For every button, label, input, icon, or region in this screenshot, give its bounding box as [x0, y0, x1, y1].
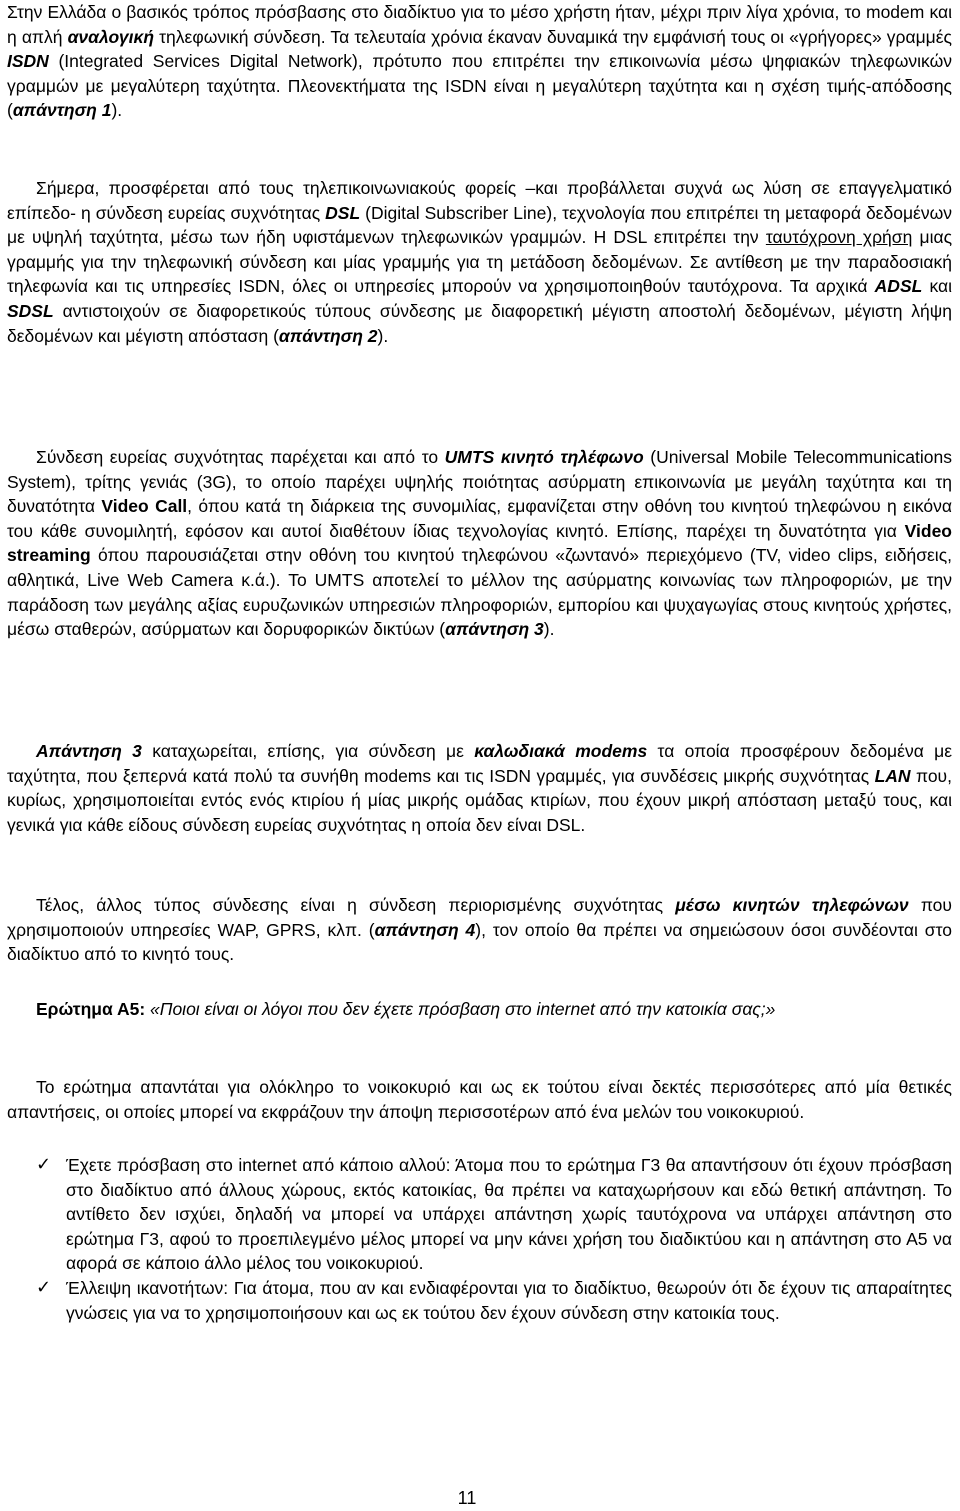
checkmark-icon: ✓ [36, 1276, 52, 1298]
text-run: (Universal Mobile Telecommunications System), τρίτης γενιάς (3G), το οποίο παρέχει υψηλής ποιότητας ασύρματη επικοινωνία με μεγάλη ταχύτητα και τη δυνατότητα [7, 447, 952, 517]
answer-ref-2: απάντηση 2 [278, 325, 378, 346]
answer-ref-3: απάντηση 3 [445, 619, 544, 640]
question-a5 [7, 997, 952, 1022]
checklist [36, 1153, 952, 1325]
emphasis-analog: αναλογική [67, 26, 155, 47]
paragraph-mobile [7, 893, 952, 967]
emphasis-video-call: Video Call [101, 496, 188, 517]
paragraph-cable-modems [7, 739, 952, 837]
text-run: αντιστοιχούν σε διαφορετικούς τύπους σύνδεσης με διαφορετική μέγιστη αποστολή δεδομένων, μέγιστη λήψη δεδομένων και μέγιστη απόσταση ( [7, 300, 952, 346]
text-run: καταχωρείται, επίσης, για σύνδεση με [141, 741, 475, 761]
checklist-item-text: Έχετε πρόσβαση στο internet από κάποιο αλλού: Άτομα που το ερώτημα Γ3 θα απαντήσουν ότι έχουν πρόσβαση στο διαδίκτυο από άλλους χώρους, εκτός κατοικίας, θα πρέπει να καταχωρήσουν και εδώ θετική απάντηση. Το αντίθετο δεν ισχύει, δηλαδή να μπορεί να υπάρχει απάντηση χωρίς ταυτόχρονα να υπάρχει απάντηση στο ερώτημα Γ3, αφού το προεπιλεγμένο μέλος μπορεί να μην κάνει χρήση του διαδικτύου και η απάντηση στο Α5 να αφορά σε κάποιο άλλο μέλος του νοικοκυριού. [66, 1155, 952, 1274]
text-run: Στην Ελλάδα ο βασικός τρόπος πρόσβασης στο διαδίκτυο για το μέσο χρήστη ήταν, μέχρι πριν λίγα χρόνια, το modem και η απλή [7, 2, 952, 47]
answer-ref-1: απάντηση 1 [12, 100, 112, 121]
question-text: «Ποιοι είναι οι λόγοι που δεν έχετε πρόσβαση στο internet από την κατοικία σας;» [145, 999, 776, 1019]
paragraph-isdn [7, 0, 952, 123]
text-run: (Integrated Services Digital Network), πρότυπο που επιτρέπει την επικοινωνία μέσω ψηφιακών τηλεφωνικών γραμμών με μεγαλύτερη ταχύτητα. Πλεονεκτήματα της ISDN είναι η μεγαλύτερη ταχύτητα και η σχέση τιμής-απόδοσης ( [7, 51, 952, 121]
emphasis-sdsl: SDSL [7, 300, 54, 321]
text-run: όπου παρουσιάζεται στην οθόνη του κινητού τηλεφώνου «ζωντανό» περιεχόμενο (TV, video clips, ειδήσεις, αθλητικά, Live Web Camera κ.ά.). Το UMTS αποτελεί το μέλλον της ασύρματης κοινωνίας των πληροφοριών, με την παράδοση των μεγάλης αξίας ευρυζωνικών υπηρεσιών πληροφοριών, εμπορίου και ψυχαγωγίας στους κινητούς χρήστες, μέσω σταθερών, ασύρματων και δορυφορικών δικτύων ( [7, 545, 952, 640]
text-run: Σήμερα, προσφέρεται από τους τηλεπικοινωνιακούς φορείς –και προβάλλεται συχνά ως λύση σε επαγγελματικό επίπεδο- η σύνδεση ευρείας συχνότητας [7, 178, 952, 223]
text-run: που χρησιμοποιούν υπηρεσίες WAP, GPRS, κλπ. ( [7, 895, 952, 940]
text-run: (Digital Subscriber Line), τεχνολογία που επιτρέπει τη μεταφορά δεδομένων με υψηλή ταχύτητα, μέσω των ήδη υφιστάμενων τηλεφωνικών γραμμών. Η DSL επιτρέπει την [7, 202, 953, 248]
text-run: Το ερώτημα απαντάται για ολόκληρο το νοικοκυριό και ως εκ τούτου είναι δεκτές περισσότερες από μία θετικές απαντήσεις, οι οποίες μπορεί να εκφράζουν την άποψη περισσοτέρων από ένα μελών του νοικοκυριού. [7, 1077, 952, 1122]
emphasis-adsl: ADSL [874, 276, 923, 297]
page-number: 11 [457, 1488, 477, 1508]
text-run: ). [543, 619, 555, 640]
checklist-item-text: Έλλειψη ικανοτήτων: Για άτομα, που αν και ενδιαφέρονται για το διαδίκτυο, θεωρούν ότι δε έχουν τις απαραίτητες γνώσεις για να το χρησιμοποιήσουν και ως εκ τούτου δεν έχουν σύνδεση στην κατοικία τους. [66, 1277, 952, 1323]
text-run: και [922, 276, 952, 297]
emphasis-isdn: ISDN [7, 51, 49, 72]
text-run: Σύνδεση ευρείας συχνότητας παρέχεται και από το [36, 447, 445, 467]
text-run: τα οποία προσφέρουν δεδομένα με ταχύτητα, που ξεπερνά κατά πολύ τα συνήθη modems και τις ISDN γραμμές, για συνδέσεις μικρής συχνότητας [7, 741, 953, 786]
text-run: , όπου κατά τη διάρκεια της συνομιλίας, εμφανίζεται στην οθόνη του κινητού τηλεφώνου η εικόνα του κάθε συνομιλητή, εφόσον και αυτοί διαθέτουν ίδιας τεχνολογίας κινητό. Επίσης, παρέχει τη δυνατότητα για [7, 496, 952, 541]
paragraph-umts [7, 445, 952, 642]
emphasis-umts: UMTS κινητό τηλέφωνο [444, 447, 644, 467]
checklist-item [36, 1276, 952, 1325]
text-run: Τέλος, άλλος τύπος σύνδεσης είναι η σύνδεση περιορισμένης συχνότητας [36, 895, 676, 915]
checkmark-icon: ✓ [36, 1154, 52, 1175]
emphasis-video-streaming: Video streaming [7, 520, 952, 566]
emphasis-mobile-phones: μέσω κινητών τηλεφώνων [675, 895, 909, 915]
emphasis-lan: LAN [874, 765, 911, 786]
checklist-item [36, 1153, 952, 1276]
paragraph-explanation [7, 1075, 952, 1124]
text-run: μιας γραμμής για την τηλεφωνική σύνδεση και μίας γραμμής για τη μετάδοση δεδομένων. Σε αντίθεση με την παραδοσιακή τηλεφωνία και τις υπηρεσίες ISDN, όλες οι υπηρεσίες μπορούν να χρησιμοποιηθούν ταυτόχρονα. Τα αρχικά [7, 227, 953, 297]
underlined-simultaneous-use: ταυτόχρονη χρήση [765, 227, 913, 248]
answer-ref-4: απάντηση 4 [374, 919, 476, 940]
text-run: ), τον οποίο θα πρέπει να σημειώσουν όσοι συνδέονται στο διαδίκτυο από το κινητό τους. [7, 919, 952, 965]
text-run: που, κυρίως, χρησιμοποιείται εντός ενός κτιρίου ή μίας μικρής ομάδας κτιρίων, που έχουν μικρή απόσταση μεταξύ τους, και γενικά για κάθε είδους σύνδεση ευρείας συχνότητας η οποία δεν είναι DSL. [7, 765, 952, 835]
paragraph-dsl [7, 176, 952, 348]
answer-3-label: Απάντηση 3 [36, 741, 142, 761]
text-run: ). [111, 100, 123, 121]
text-run: ). [377, 325, 389, 346]
question-label: Ερώτημα Α5: [36, 999, 146, 1019]
emphasis-cable-modems: καλωδιακά modems [474, 741, 648, 761]
emphasis-dsl: DSL [325, 202, 361, 223]
text-run: τηλεφωνική σύνδεση. Τα τελευταία χρόνια έκαναν δυναμικά την εμφάνισή τους οι «γρήγορες» γραμμές [154, 26, 952, 47]
